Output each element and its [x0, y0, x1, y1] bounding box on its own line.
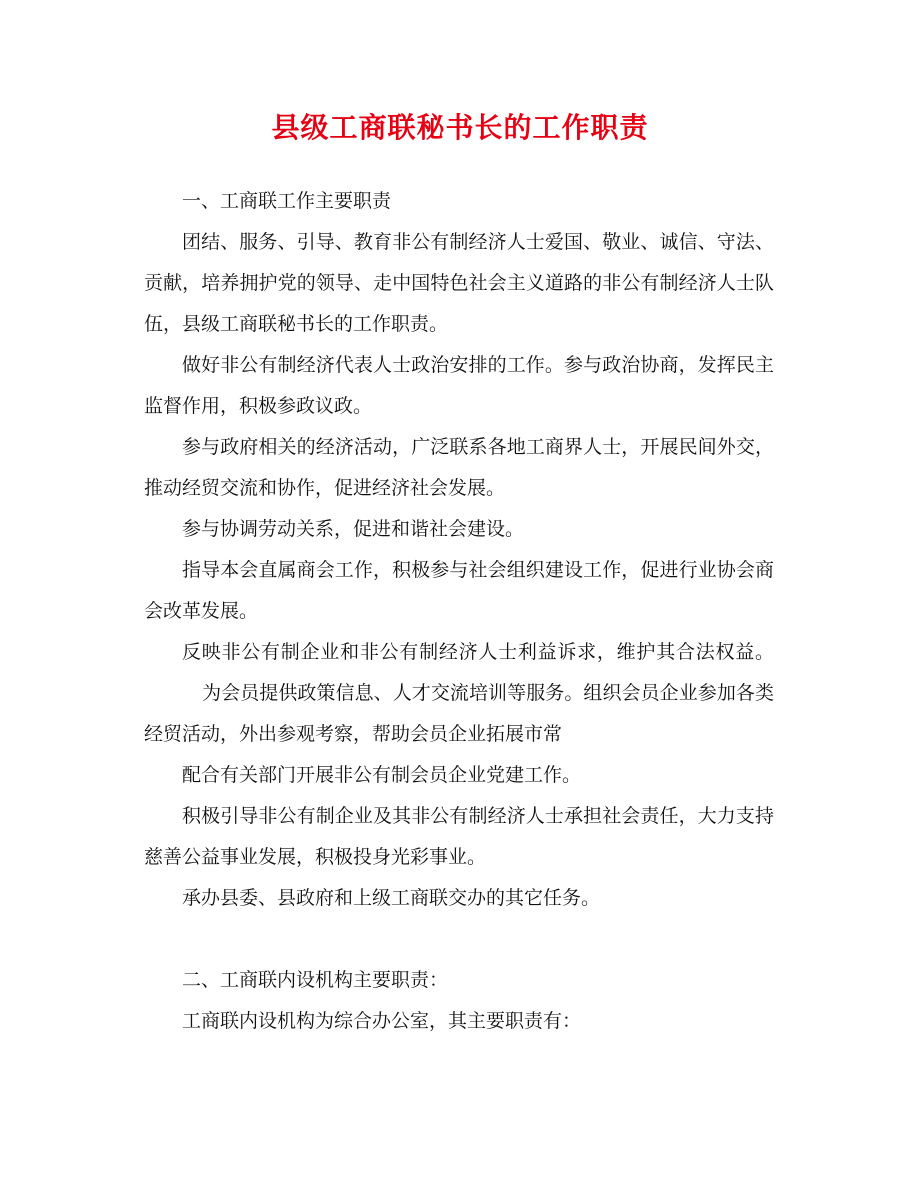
paragraph-5: 指导本会直属商会工作，积极参与社会组织建设工作，促进行业协会商会改革发展。: [144, 559, 774, 622]
document-body: [144, 181, 774, 1042]
section-heading-2: 二、工商联内设机构主要职责：: [182, 969, 449, 991]
paragraph-8: 积极引导非公有制企业及其非公有制经济人士承担社会责任，大力支持慈善公益事业发展，积极投身光彩事业。: [144, 805, 774, 868]
paragraph-1: 团结、服务、引导、教育非公有制经济人士爱国、敬业、诚信、守法、贡献，培养拥护党的领导、走中国特色社会主义道路的非公有制经济人士队伍，县级工商联秘书长的工作职责。: [144, 231, 774, 335]
section-heading-1: 一、工商联工作主要职责: [182, 190, 392, 212]
paragraph-2: 做好非公有制经济代表人士政治安排的工作。参与政治协商，发挥民主监督作用，积极参政议政。: [144, 354, 774, 417]
paragraph-6: [144, 632, 774, 755]
paragraph-4: 参与协调劳动关系，促进和谐社会建设。: [182, 518, 525, 540]
paragraph-6-part-2: 为会员提供政策信息、人才交流培训等服务。组织会员企业参加各类经贸活动，外出参观考察，帮助会员企业拓展市常: [144, 682, 774, 745]
section-2-intro: 工商联内设机构为综合办公室，其主要职责有：: [182, 1010, 582, 1032]
paragraph-6-part-1: 反映非公有制企业和非公有制经济人士利益诉求，维护其合法权益。: [182, 641, 774, 663]
paragraph-7: 配合有关部门开展非公有制会员企业党建工作。: [182, 764, 582, 786]
paragraph-3: 参与政府相关的经济活动，广泛联系各地工商界人士，开展民间外交，推动经贸交流和协作，促进经济社会发展。: [144, 436, 774, 499]
paragraph-9: 承办县委、县政府和上级工商联交办的其它任务。: [182, 887, 601, 909]
document-title: 县级工商联秘书长的工作职责: [271, 111, 649, 144]
